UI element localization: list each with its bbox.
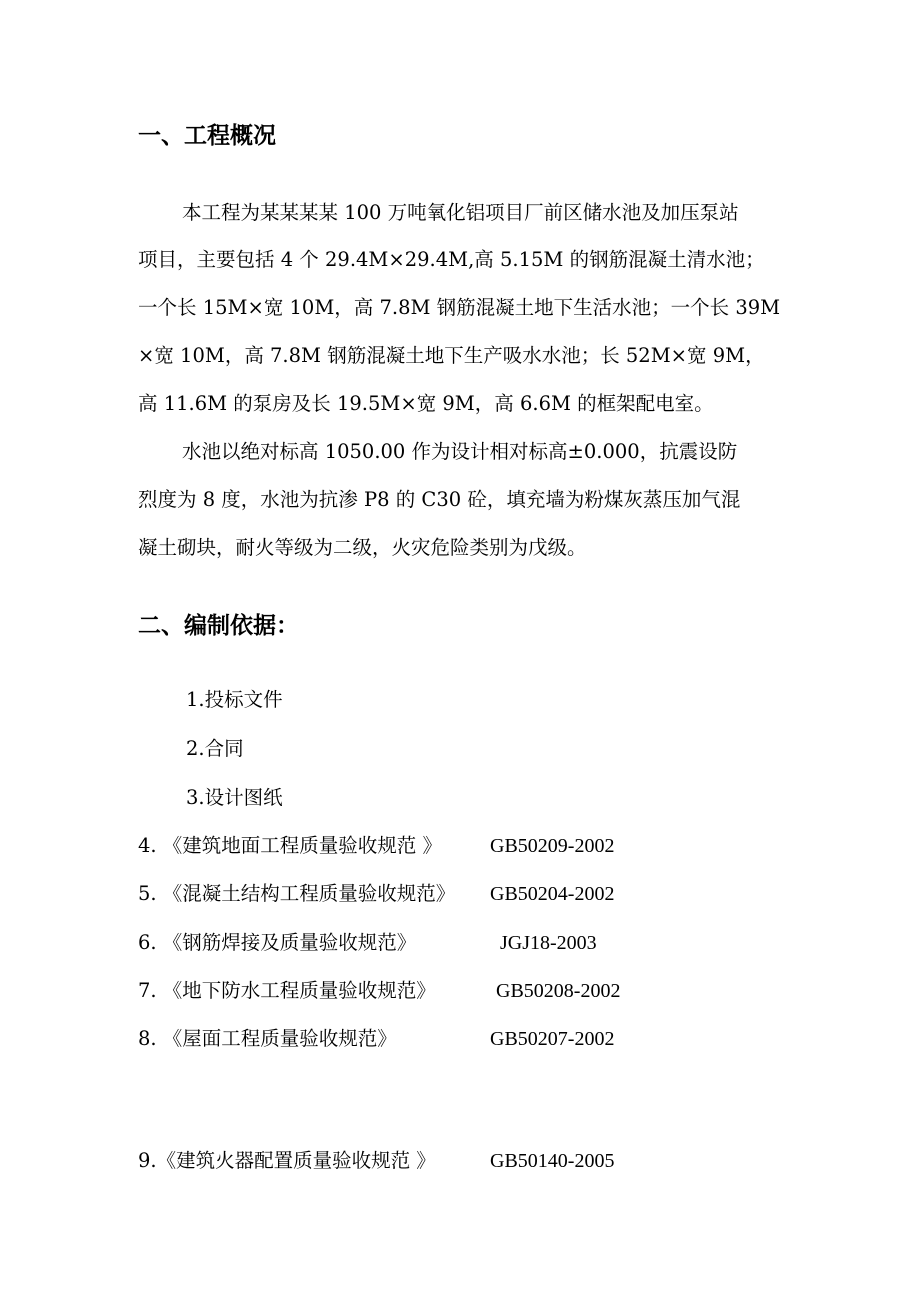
reference-title: 9.《建筑火器配置质量验收规范 》: [138, 1149, 436, 1172]
section-2-heading: 二、编制依据：: [138, 613, 299, 639]
reference-code: GB50209-2002: [490, 835, 615, 857]
reference-code: GB50140-2005: [490, 1150, 615, 1172]
reference-title: 8. 《屋面工程质量验收规范》: [138, 1027, 397, 1050]
reference-title: 5. 《混凝土结构工程质量验收规范》: [138, 882, 456, 905]
paragraph-line: 一个长 15M×宽 10M，高 7.8M 钢筋混凝土地下生活水池；一个长 39M: [138, 296, 781, 319]
paragraph-line: 本工程为某某某某 100 万吨氧化铝项目厂前区储水池及加压泵站: [182, 201, 739, 224]
reference-code: GB50207-2002: [490, 1028, 615, 1050]
reference-code: GB50204-2002: [490, 883, 615, 905]
paragraph-line: 高 11.6M 的泵房及长 19.5M×宽 9M，高 6.6M 的框架配电室。: [138, 392, 714, 415]
paragraph-line: 烈度为 8 度，水池为抗渗 P8 的 C30 砼，填充墙为粉煤灰蒸压加气混: [138, 488, 741, 511]
paragraph-line: 水池以绝对标高 1050.00 作为设计相对标高±0.000，抗震设防: [182, 440, 738, 463]
section-1-heading: 一、工程概况: [138, 123, 276, 149]
reference-code: JGJ18-2003: [500, 932, 597, 954]
paragraph-line: ×宽 10M，高 7.8M 钢筋混凝土地下生产吸水水池；长 52M×宽 9M，: [138, 344, 765, 367]
paragraph-line: 凝土砌块，耐火等级为二级，火灾危险类别为戊级。: [138, 536, 587, 559]
list-item: 3.设计图纸: [186, 786, 283, 809]
paragraph-line: 项目，主要包括 4 个 29.4M×29.4M,高 5.15M 的钢筋混凝土清水池；: [138, 248, 765, 271]
reference-code: GB50208-2002: [496, 980, 621, 1002]
reference-title: 7. 《地下防水工程质量验收规范》: [138, 979, 436, 1002]
reference-title: 6. 《钢筋焊接及质量验收规范》: [138, 931, 417, 954]
list-item: 1.投标文件: [186, 688, 283, 711]
list-item: 2.合同: [186, 737, 244, 760]
reference-title: 4. 《建筑地面工程质量验收规范 》: [138, 834, 443, 857]
